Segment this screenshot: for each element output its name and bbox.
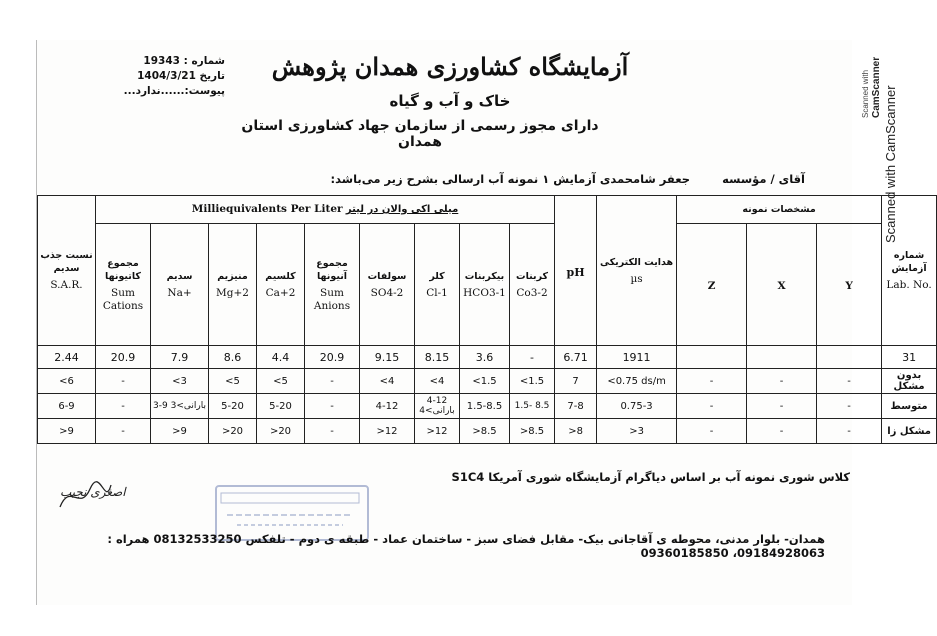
recipient-name-line: جعفر شامحمدی آزمایش ۱ نمونه آب ارسالی بشرح زیر می‌باشد: — [330, 172, 690, 186]
doc-attachment: پیوست:......ندارد... — [123, 85, 225, 97]
document-meta — [105, 54, 225, 99]
header-ph: pH — [555, 196, 597, 346]
header-sar: نسبت جذب سدیم S.A.R. — [38, 196, 96, 346]
header-sum-cations: مجموع کاتیونها Sum Cations — [96, 224, 151, 346]
header-co3: کربنات Co3-2 — [510, 224, 555, 346]
header-x: X — [747, 224, 817, 346]
doc-number: شماره : 19343 — [143, 55, 225, 67]
results-table — [37, 195, 932, 444]
header-ca: کلسیم Ca+2 — [257, 224, 305, 346]
lab-name: آزمایشگاه کشاورزی همدان پژوهش — [271, 52, 629, 81]
sample-row: 2.44 20.9 7.9 8.6 4.4 20.9 9.15 8.15 3.6 - 6.71 1911 31 — [38, 346, 937, 369]
doc-date: تاریخ 1404/3/21 — [137, 70, 225, 82]
header-hco3: بیکربنات HCO3-1 — [460, 224, 510, 346]
salinity-class-note: کلاس شوری نمونه آب بر اساس دیاگرام آزمایشگاه شوری آمریکا S1C4 — [451, 470, 850, 484]
header-mg: منیزیم Mg+2 — [209, 224, 257, 346]
ref-row-moderate: 6-9 - 3-9 3<بارانی 5-20 5-20 - 4-12 4-12 4<بارانی 1.5-8.5 1.5- 8.5 7-8 0.75-3 - - - متوسط — [38, 394, 937, 419]
signature: اصغری نجیب — [60, 485, 126, 499]
header-sample-group: مشخصات نمونه — [677, 196, 882, 224]
stamp-graphic — [217, 487, 363, 535]
header-meq-group: Milliequivalents Per Liter میلی اکی والان در لیتر — [96, 196, 555, 224]
header-y: Y — [817, 224, 882, 346]
ref-row-problematic: >9 - >9 >20 >20 - >12 >12 >8.5 >8.5 >8 >3 - - - مشکل زا — [38, 419, 937, 444]
license-line: دارای مجوز رسمی از سازمان جهاد کشاورزی استان همدان — [241, 118, 599, 150]
lab-tagline: خاک و آب و گیاه — [389, 92, 511, 110]
camscanner-watermark: Scanned with CamScanner Scanned with CamScanner — [861, 56, 898, 243]
address-footer: همدان- بلوار مدنی، محوطه ی آقاجانی بیک- مقابل فضای سبز - ساختمان عماد - طبقه ی دوم - تلفکس 08132533250 همراه : 09184928063، 09360185850 — [107, 532, 825, 560]
header-z: Z — [677, 224, 747, 346]
header-so4: سولفات SO4-2 — [360, 224, 415, 346]
header-na: سدیم Na+ — [151, 224, 209, 346]
ref-row-no-problem: <6 - <3 <5 <5 - <4 <4 <1.5 <1.5 7 <0.75 ds/m - - - بدون مشکل — [38, 369, 937, 394]
header-ec: هدایت الکتریکی µs — [597, 196, 677, 346]
recipient-salutation: آقای / مؤسسه — [722, 172, 805, 186]
header-sum-anions: مجموع آنیونها Sum Anions — [305, 224, 360, 346]
header-cl: کلر Cl-1 — [415, 224, 460, 346]
header-lab-no: شماره آزمایش Lab. No. — [882, 196, 937, 346]
